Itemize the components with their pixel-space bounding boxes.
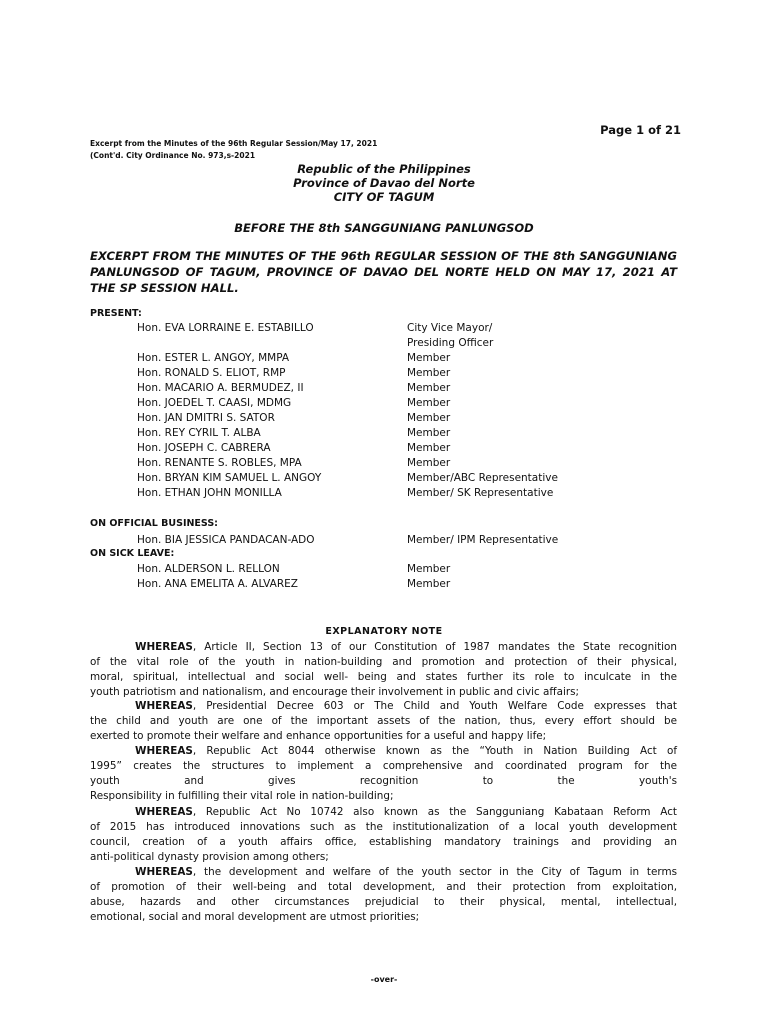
paragraph-line [90,805,677,820]
member-name: Hon. RONALD S. ELIOT, RMP [137,367,286,379]
paragraph-line: emotional, social and moral development are utmost priorities; [90,911,420,923]
member-row [137,486,697,501]
paragraph-line: anti-political dynasty provision among others; [90,851,329,863]
paragraph-line: of 2015 has introduced innovations such as the institutionalization of a local youth development [90,821,677,833]
paragraph-line: moral, spiritual, intellectual and social well- being and states further its role to inculcate in the [90,671,677,683]
page-number: Page 1 of 21 [600,123,681,137]
paragraph-line [90,865,677,880]
whereas-paragraph [90,805,677,865]
paragraph-text: , the development and welfare of the youth sector in the City of Tagum in terms [192,866,677,878]
member-name: Hon. JOSEPH C. CABRERA [137,442,271,454]
official-business-label: ON OFFICIAL BUSINESS: [90,518,218,529]
paragraph-line: youth patriotism and nationalism, and encourage their involvement in public and civic affairs; [90,686,580,698]
member-role: Member [407,367,451,379]
member-role: Member [407,427,451,439]
sick-leave-label: ON SICK LEAVE: [90,548,175,559]
paragraph-text: , Presidential Decree 603 or The Child and Youth Welfare Code expresses that [192,700,677,712]
paragraph-line: Responsibility in fulfilling their vital role in nation-building; [90,790,394,802]
present-label: PRESENT: [90,308,142,319]
paragraph-line: the child and youth are one of the important assets of the nation, thus, every effort should be [90,715,677,727]
member-role: Member/ SK Representative [407,487,554,499]
member-name: Hon. EVA LORRAINE E. ESTABILLO [137,322,314,334]
member-role: Member [407,397,451,409]
paragraph-line: youth and gives recognition to the youth's [90,775,677,787]
member-row [137,562,697,577]
member-row [137,351,697,366]
header-excerpt-line: Excerpt from the Minutes of the 96th Regular Session/May 17, 2021 [90,139,378,148]
member-role: Member [407,563,451,575]
member-role: Member [407,382,451,394]
member-name: Hon. ANA EMELITA A. ALVAREZ [137,578,298,590]
title-republic: Republic of the Philippines [297,162,471,176]
member-name: Hon. ESTER L. ANGOY, MMPA [137,352,290,364]
before-heading: BEFORE THE 8th SANGGUNIANG PANLUNGSOD [234,221,534,235]
whereas-keyword: WHEREAS [135,700,193,712]
whereas-keyword: WHEREAS [135,866,193,878]
member-name: Hon. BRYAN KIM SAMUEL L. ANGOY [137,472,322,484]
member-row [137,441,697,456]
member-role: City Vice Mayor/ [407,322,493,334]
whereas-paragraph [90,865,677,925]
member-row [137,366,697,381]
excerpt-line: THE SP SESSION HALL. [90,281,239,295]
member-row [137,577,697,592]
member-name: Hon. BIA JESSICA PANDACAN-ADO [137,534,315,546]
whereas-paragraph [90,640,677,700]
paragraph-line: of the vital role of the youth in nation-building and promotion and protection of their physical, [90,656,677,668]
excerpt-line: PANLUNGSOD OF TAGUM, PROVINCE OF DAVAO DEL NORTE HELD ON MAY 17, 2021 AT [90,265,677,279]
member-row [137,456,697,471]
member-name: Hon. MACARIO A. BERMUDEZ, II [137,382,304,394]
member-row [137,321,697,336]
member-row [137,411,697,426]
member-role: Presiding Officer [407,337,494,349]
whereas-keyword: WHEREAS [135,641,193,653]
member-name: Hon. JOEDEL T. CAASI, MDMG [137,397,292,409]
whereas-paragraph [90,699,677,744]
member-name: Hon. RENANTE S. ROBLES, MPA [137,457,302,469]
member-role: Member [407,457,451,469]
title-province: Province of Davao del Norte [293,176,475,190]
footer-over: -over- [370,975,398,984]
member-row [137,381,697,396]
explanatory-note-heading: EXPLANATORY NOTE [325,626,443,637]
member-row [137,426,697,441]
member-role: Member [407,442,451,454]
whereas-keyword: WHEREAS [135,806,193,818]
paragraph-line: of promotion of their well-being and total development, and their protection from exploitation, [90,881,677,893]
document-title [0,162,768,204]
member-row [137,533,697,548]
paragraph-line: exerted to promote their welfare and enhance opportunities for a useful and happy life; [90,730,547,742]
member-row [137,336,697,351]
paragraph-text: , Article II, Section 13 of our Constitution of 1987 mandates the State recognition [192,641,677,653]
member-name: Hon. ALDERSON L. RELLON [137,563,280,575]
excerpt-heading [90,248,677,296]
whereas-paragraph [90,744,677,804]
paragraph-line [90,640,677,655]
member-name: Hon. REY CYRIL T. ALBA [137,427,261,439]
member-role: Member/ IPM Representative [407,534,559,546]
paragraph-line: council, creation of a youth affairs office, establishing mandatory trainings and providing an [90,836,677,848]
title-city: CITY OF TAGUM [333,190,435,204]
paragraph-line [90,744,677,759]
paragraph-text: , Republic Act No 10742 also known as the Sangguniang Kabataan Reform Act [192,806,677,818]
member-name: Hon. ETHAN JOHN MONILLA [137,487,282,499]
member-role: Member [407,412,451,424]
member-role: Member [407,578,451,590]
header-ordinance-line: (Cont'd. City Ordinance No. 973,s-2021 [90,151,256,160]
whereas-keyword: WHEREAS [135,745,193,757]
member-row [137,471,697,486]
paragraph-line: 1995” creates the structures to implement a comprehensive and coordinated program for the [90,760,677,772]
excerpt-line: EXCERPT FROM THE MINUTES OF THE 96th REGULAR SESSION OF THE 8th SANGGUNIANG [90,249,677,263]
paragraph-line [90,699,677,714]
member-row [137,396,697,411]
paragraph-line: abuse, hazards and other circumstances prejudicial to their physical, mental, intellectual, [90,896,677,908]
paragraph-text: , Republic Act 8044 otherwise known as the “Youth in Nation Building Act of [192,745,677,757]
member-name: Hon. JAN DMITRI S. SATOR [137,412,275,424]
member-role: Member [407,352,451,364]
member-role: Member/ABC Representative [407,472,558,484]
